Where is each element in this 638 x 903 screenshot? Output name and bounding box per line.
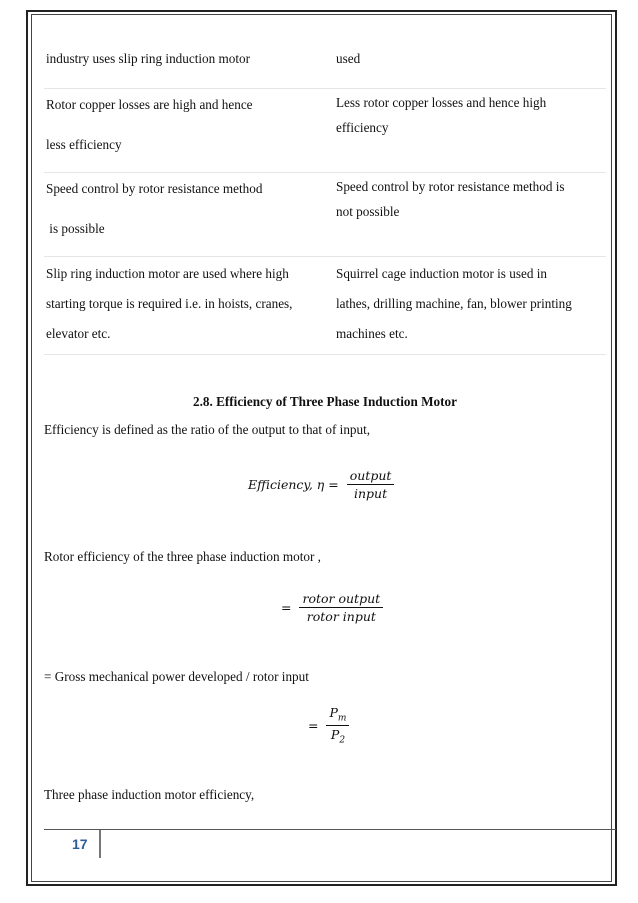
table-cell xyxy=(44,40,334,89)
fraction xyxy=(299,591,383,624)
fraction-denominator: input xyxy=(354,486,388,501)
table-cell xyxy=(334,89,606,173)
fraction-numerator: $P_m$ xyxy=(326,705,349,726)
cell-line: Speed control by rotor resistance method is xyxy=(336,179,565,194)
fraction-denominator: $P_2$ xyxy=(330,726,346,745)
gross-power-text: = Gross mechanical power developed / rotor input xyxy=(44,669,309,684)
definition-text: Efficiency is defined as the ratio of the output to that of input, xyxy=(44,422,371,437)
equation-lhs: = xyxy=(281,600,292,615)
table-cell xyxy=(44,173,334,257)
table-row xyxy=(44,173,606,257)
comparison-table xyxy=(44,40,606,355)
fraction xyxy=(326,705,349,745)
table-row xyxy=(44,40,606,89)
footer-rule xyxy=(44,829,616,830)
document-page xyxy=(44,40,606,802)
subscript: 2 xyxy=(339,735,346,745)
rotor-efficiency-text: Rotor efficiency of the three phase induction motor , xyxy=(44,549,321,564)
subscript: m xyxy=(337,713,347,724)
table-cell xyxy=(44,89,334,173)
section-heading: 2.8. Efficiency of Three Phase Induction Motor xyxy=(193,394,457,409)
cell-line: is possible xyxy=(46,221,105,236)
power-ratio-equation xyxy=(308,705,349,745)
cell-line: efficiency xyxy=(336,120,389,135)
table-cell xyxy=(334,173,606,257)
cell-line: used xyxy=(336,51,361,66)
motor-efficiency-text: Three phase induction motor efficiency, xyxy=(44,787,255,802)
cell-line: less efficiency xyxy=(46,137,122,152)
equation-lhs: = xyxy=(308,717,319,733)
cell-line: machines etc. xyxy=(336,326,408,341)
table-cell xyxy=(44,257,334,355)
cell-line: elevator etc. xyxy=(46,326,111,341)
cell-line: Less rotor copper losses and hence high xyxy=(336,95,547,110)
table-cell xyxy=(334,40,606,89)
cell-line: Squirrel cage induction motor is used in xyxy=(336,266,547,281)
cell-line: industry uses slip ring induction motor xyxy=(46,51,251,66)
fraction xyxy=(347,468,395,501)
cell-line: starting torque is required i.e. in hoists, cranes, xyxy=(46,296,293,311)
cell-line: not possible xyxy=(336,204,400,219)
cell-line: lathes, drilling machine, fan, blower printing xyxy=(336,296,572,311)
cell-line: Speed control by rotor resistance method xyxy=(46,181,263,196)
table-row xyxy=(44,89,606,173)
fraction-numerator: rotor output xyxy=(299,591,383,608)
equation-lhs: Efficiency, η = xyxy=(248,477,339,492)
efficiency-equation xyxy=(248,468,394,501)
rotor-efficiency-equation xyxy=(281,591,383,624)
fraction-denominator: rotor input xyxy=(306,609,376,624)
table-row xyxy=(44,257,606,355)
cell-line: Rotor copper losses are high and hence xyxy=(46,97,253,112)
footer-divider xyxy=(99,830,101,858)
page-number: 17 xyxy=(72,836,88,852)
fraction-numerator: output xyxy=(347,468,395,485)
cell-line: Slip ring induction motor are used where high xyxy=(46,266,289,281)
table-cell xyxy=(334,257,606,355)
